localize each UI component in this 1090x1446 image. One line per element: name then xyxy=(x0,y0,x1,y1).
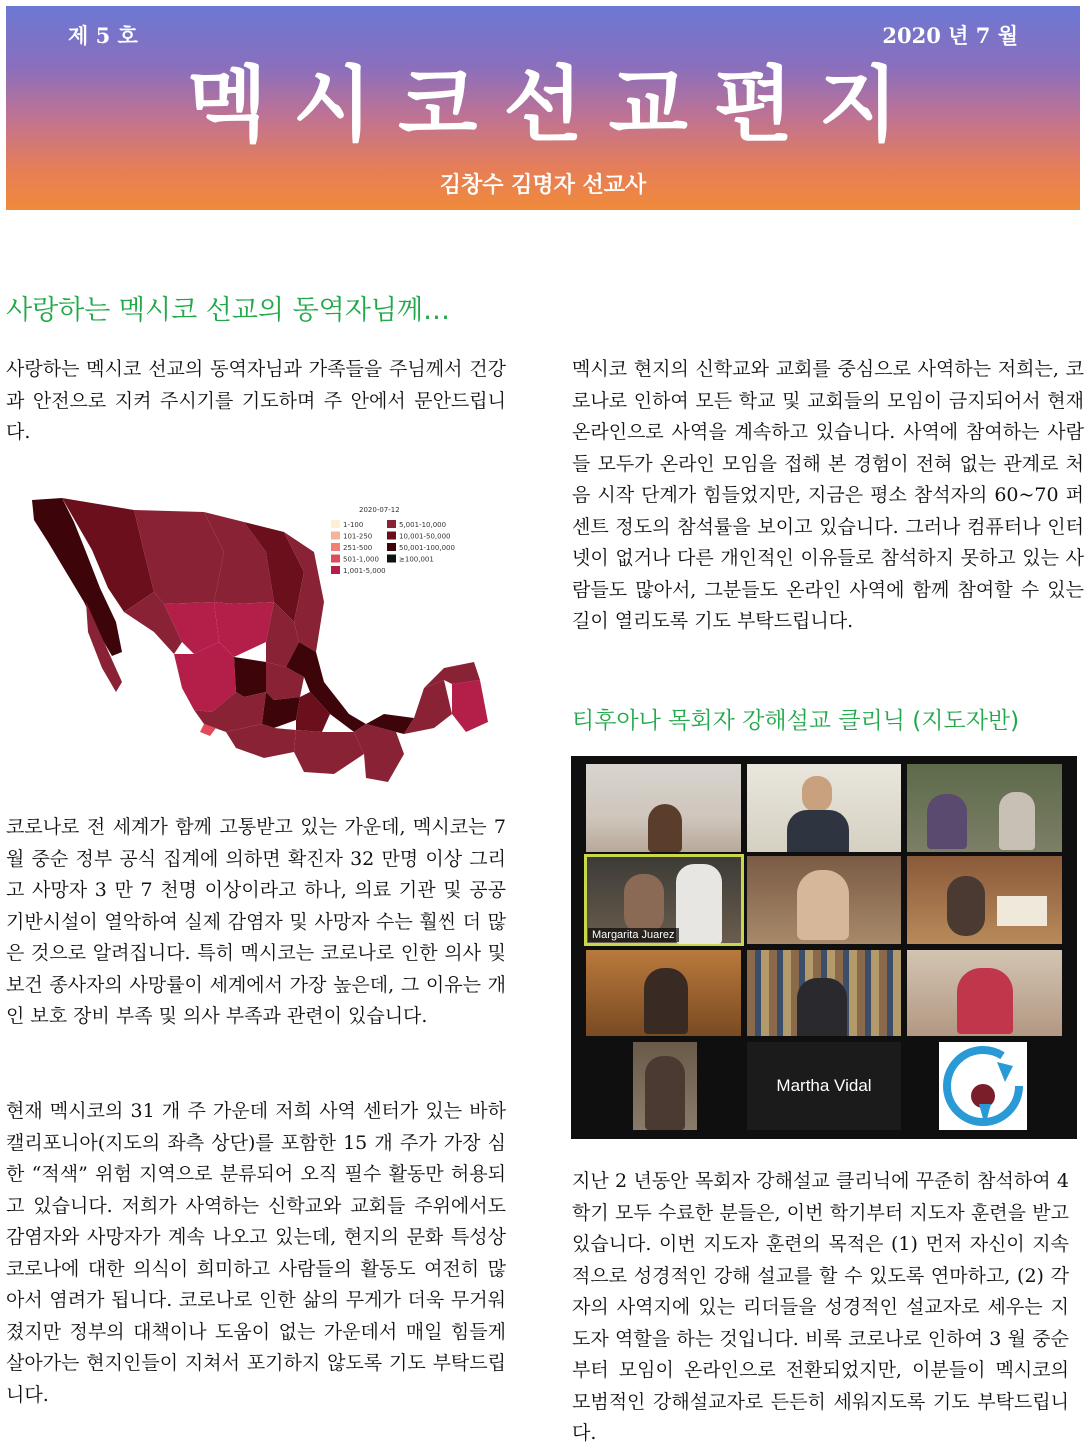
participant-figure xyxy=(997,896,1047,926)
newsletter-title: 멕시코선교편지 xyxy=(187,58,925,153)
newsletter-banner xyxy=(6,6,1080,210)
covid-situation-paragraph: 코로나로 전 세계가 함께 고통받고 있는 가운데, 멕시코는 7 월 중순 정부 공식 집계에 의하면 확진자 32 만명 이상 그리고 사망자 3 만 7 천명 이상이라고 하나, 의료 기관 및 공공 기반시설이 열악하여 실제 감염자 및 사망자 수는 훨씬 더 많은 것으로 알려집니다. 특히 멕시코는 코로나로 인한 의사 및 보건 종사자의 사망률이 세계에서 가장 높은데, 그 이유는 개인 보호 장비 부족 및 의사 부족과 관련이 있습니다. xyxy=(6,816,506,1027)
zoom-meeting-screenshot xyxy=(571,756,1077,1139)
video-tile xyxy=(586,764,741,852)
video-tile xyxy=(907,950,1062,1036)
participant-figure xyxy=(947,876,985,936)
map-quintana-roo xyxy=(452,680,488,732)
video-tile-no-camera xyxy=(747,1042,901,1130)
legend-label: 501-1,000 xyxy=(343,555,379,564)
video-tile-active-speaker xyxy=(584,854,744,946)
legend-label: 1-100 xyxy=(343,521,364,529)
legend-label: 50,001-100,000 xyxy=(399,544,455,552)
participant-name: Martha Vidal xyxy=(776,1076,872,1095)
video-tile xyxy=(747,856,901,944)
map-legend xyxy=(331,506,455,575)
legend-swatch xyxy=(331,532,340,540)
legend-label: 101-250 xyxy=(343,532,373,541)
legend-label: 251-500 xyxy=(343,544,373,552)
participant-figure xyxy=(644,968,688,1034)
participant-figure xyxy=(648,804,682,852)
legend-label: ≥100,001 xyxy=(399,555,434,564)
participant-figure xyxy=(676,864,722,944)
legend-swatch xyxy=(331,520,340,528)
legend-swatch xyxy=(387,532,396,540)
video-tile xyxy=(586,950,741,1036)
video-tile xyxy=(747,764,901,852)
participant-figure xyxy=(797,870,849,940)
legend-label: 1,001-5,000 xyxy=(343,567,386,575)
legend-label: 10,001-50,000 xyxy=(399,532,451,541)
participant-figure xyxy=(797,978,847,1036)
clinic-paragraph: 지난 2 년동안 목회자 강해설교 클리닉에 꾸준히 참석하여 4 학기 모두 수료한 분들은, 이번 학기부터 지도자 훈련을 받고 있습니다. 이번 지도자 훈련의 목적은 (1) 먼저 자신이 지속적으로 성경적인 강해 설교를 할 수 있도록 연마하고, (2) 각자의 사역지에 있는 리더들을 성경적인 설교자로 세우는 지도자 역할을 하는 것입니다. 비록 코로나로 인하여 3 월 중순부터 모임이 온라인으로 전환되었지만, 이분들이 멕시코의 모범적인 강해설교자로 든든히 세워지도록 기도 부탁드립니다. xyxy=(572,1170,1069,1444)
participant-figure xyxy=(624,874,664,934)
participant-figure xyxy=(927,794,967,849)
video-tile-logo xyxy=(939,1042,1027,1130)
video-tile xyxy=(747,950,901,1036)
legend-swatch xyxy=(331,543,340,551)
clinic-heading: 티후아나 목회자 강해설교 클리닉 (지도자반) xyxy=(572,708,1020,734)
participant-figure xyxy=(999,792,1035,850)
greeting-paragraph: 사랑하는 멕시코 선교의 동역자님과 가족들을 주님께서 건강과 안전으로 지켜 주시기를 기도하며 주 안에서 문안드립니다. xyxy=(6,358,506,443)
map-oaxaca xyxy=(294,730,364,774)
map-campeche xyxy=(404,680,452,734)
participant-name-label: Margarita Juarez xyxy=(588,928,679,942)
legend-swatch xyxy=(387,543,396,551)
participant-figure xyxy=(802,776,832,812)
legend-swatch xyxy=(387,520,396,528)
legend-swatch xyxy=(331,566,340,574)
legend-swatch xyxy=(387,555,396,563)
map-date: 2020-07-12 xyxy=(359,506,400,514)
legend-swatch xyxy=(331,555,340,563)
video-tile xyxy=(907,856,1062,944)
participant-figure xyxy=(645,1056,685,1130)
red-zone-paragraph: 현재 멕시코의 31 개 주 가운데 저희 사역 센터가 있는 바하캘리포니아(지도의 좌측 상단)를 포함한 15 개 주가 가장 심한 “적색” 위험 지역으로 분류되어 오직 필수 활동만 허용되고 있습니다. 저희가 사역하는 신학교와 교회들 주위에서도 감염자와 사망자가 계속 나오고 있는데, 현지의 문화 특성상 코로나에 대한 의식이 희미하고 사람들의 활동도 여전히 많아서 염려가 됩니다. 코로나로 인한 삶의 무게가 더욱 무거워 졌지만 정부의 대책이나 도움이 없는 가운데서 매일 힘들게 살아가는 현지인들이 지쳐서 포기하지 않도록 기도 부탁드립니다. xyxy=(6,1100,506,1406)
online-ministry-paragraph: 멕시코 현지의 신학교와 교회를 중심으로 사역하는 저희는, 코로나로 인하여 모든 학교 및 교회들의 모임이 금지되어서 현재 온라인으로 사역을 계속하고 있습니다. 사역에 참여하는 사람들 모두가 온라인 모임을 접해 본 경험이 전혀 없는 관계로 처음 시작 단계가 힘들었지만, 지금은 평소 참석자의 60~70 퍼센트 정도의 참석률을 보이고 있습니다. 그러나 컴퓨터나 인터넷이 없거나 다른 개인적인 이유들로 참석하지 못하고 있는 사람들도 많아서, 그분들도 온라인 사역에 함께 참여할 수 있는 길이 열리도록 기도 부탁드립니다. xyxy=(572,358,1084,632)
mexico-covid-map xyxy=(4,492,504,792)
participant-figure xyxy=(787,810,849,852)
map-guanajuato xyxy=(234,657,266,697)
legend-label: 5,001-10,000 xyxy=(399,521,447,529)
issue-number: 제 5 호 xyxy=(68,23,138,48)
video-tile xyxy=(907,764,1062,852)
participant-figure xyxy=(957,968,1013,1034)
video-tile xyxy=(633,1042,697,1130)
issue-date: 2020 년 7 월 xyxy=(882,23,1018,48)
greeting-heading: 사랑하는 멕시코 선교의 동역자님께… xyxy=(6,295,450,326)
missionary-names: 김창수 김명자 선교사 xyxy=(439,172,647,198)
church-logo-icon xyxy=(939,1042,1027,1130)
